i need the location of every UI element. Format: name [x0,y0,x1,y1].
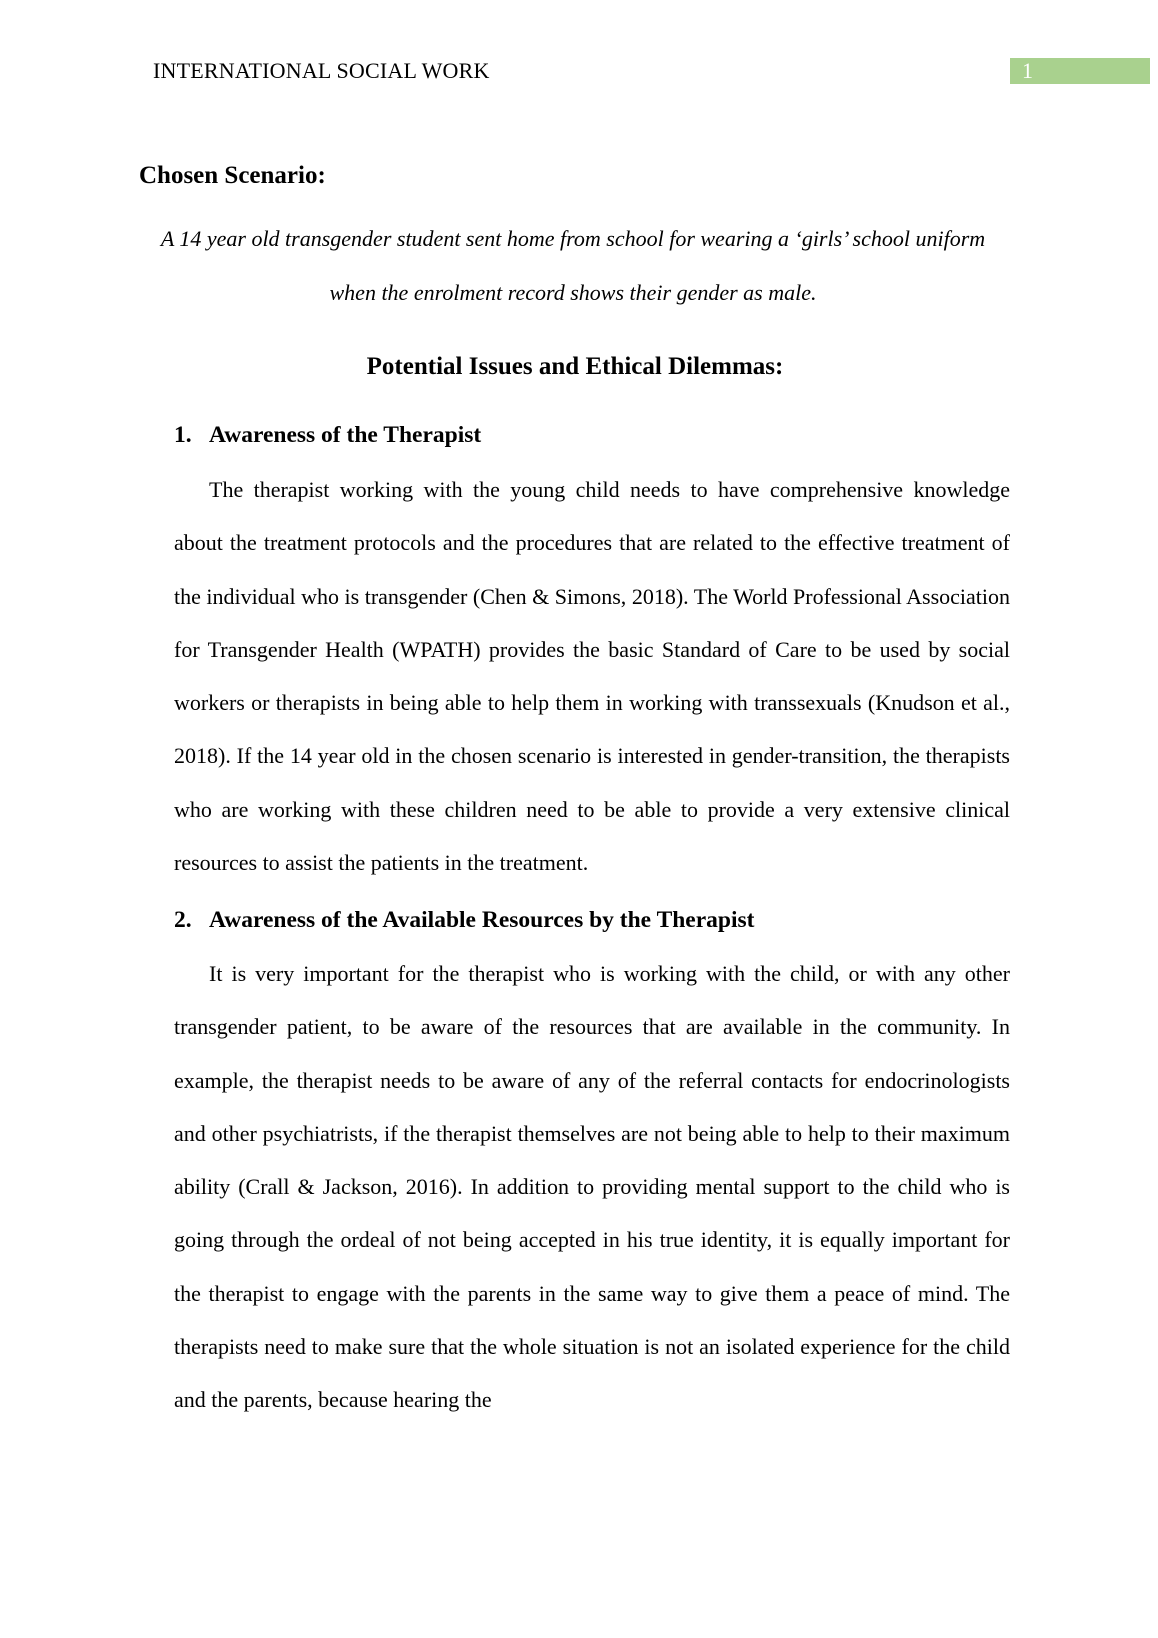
body-paragraph-1: The therapist working with the young child needs to have comprehensive knowledge about the treatment protocols and the procedures that are related to the effective treatment of the individual who is transgender (Chen & Simons, 2018). The World Professional Association for Transgender Health (WPATH) provides the basic Standard of Care to be used by social workers or therapists in being able to help them in working with transsexuals (Knudson et al., 2018). If the 14 year old in the chosen scenario is interested in gender-transition, the therapists who are working with these children need to be able to provide a very extensive clinical resources to assist the patients in the treatment. [174,477,1010,876]
running-head: INTERNATIONAL SOCIAL WORK [153,58,490,83]
section-title: Potential Issues and Ethical Dilemmas: [366,353,784,380]
body-paragraph-2: It is very important for the therapist who is working with the child, or with any other transgender patient, to be aware of the resources that are available in the community. In example, the therapist needs to be aware of any of the referral contacts for endocrinologists and other psychiatrists, if the therapist themselves are not being able to help to their maximum ability (Crall & Jackson, 2016). In addition to providing mental support to the child who is going through the ordeal of not being accepted in his true identity, it is equally important for the therapist to engage with the parents in the same way to give them a peace of mind. The therapists need to make sure that the whole situation is not an isolated experience for the child and the parents, because hearing the [174,961,1010,1413]
section-heading-1 [174,422,481,449]
section-heading-text: Awareness of the Available Resources by the Therapist [209,907,755,933]
section-number: 2. [174,907,192,933]
section-number: 1. [174,422,192,448]
section-heading-2 [174,907,755,934]
page-number: 1 [1010,58,1150,84]
section-heading-text: Awareness of the Therapist [209,422,482,448]
scenario-heading: Chosen Scenario: [139,162,326,189]
scenario-text: A 14 year old transgender student sent home from school for wearing a ‘girls’ school uniform when the enrolment record shows their gender as male. [160,226,986,305]
